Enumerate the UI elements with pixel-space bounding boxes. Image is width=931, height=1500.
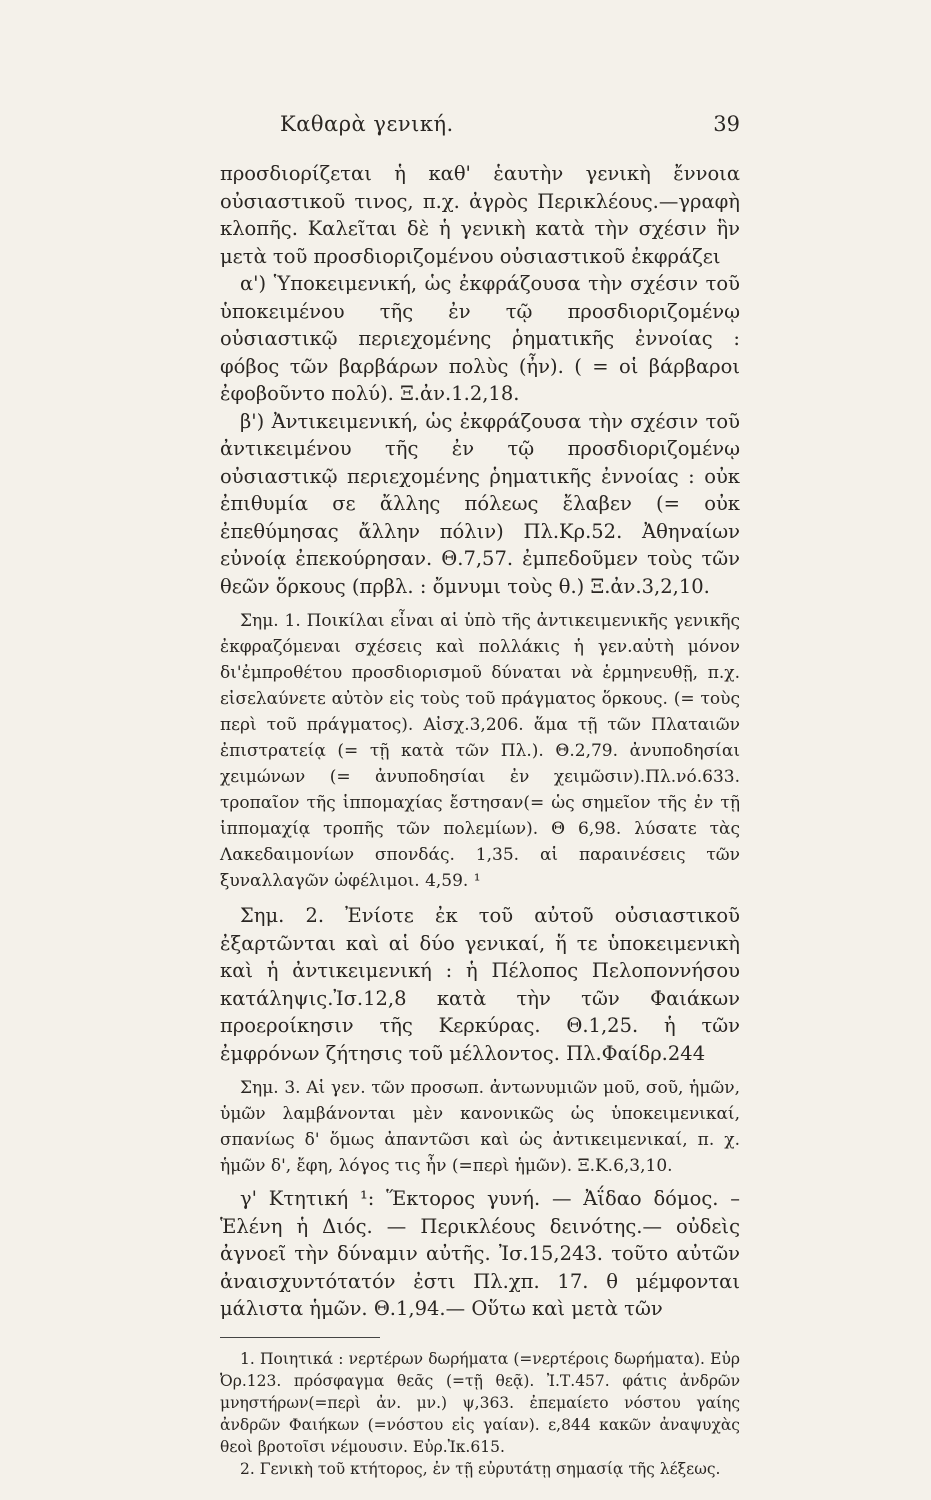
main-text [220, 160, 740, 1323]
note-2: Σημ. 2. Ἐνίοτε ἐκ τοῦ αὐτοῦ οὐσιαστικοῦ ἐξαρτῶνται καὶ αἱ δύο γενικαί, ἥ τε ὑποκειμενικὴ καὶ ἡ ἀντικειμενική : ἡ Πέλοπος Πελοποννήσου κατάληψις.Ἰσ.12,8 κατὰ τὴν τῶν Φαιάκων προεροίκησιν τῆς Κερκύρας. Θ.1,25. ἡ τῶν ἐμφρόνων ζήτησις τοῦ μέλλοντος. Πλ.Φαίδρ.244 [220, 904, 740, 1065]
paragraph: γ' Κτητική ¹: Ἕκτορος γυνή. — Ἀΐδαο δόμος. – Ἑλένη ἡ Διός. — Περικλέους δεινότης.— οὐδεὶς ἀγνοεῖ τὴν δύναμιν αὐτῆς. Ἰσ.15,243. τοῦτο αὐτῶν ἀναισχυντότατόν ἐστι Πλ.χπ. 17. θ μέμφονται μάλιστα ἡμῶν. Θ.1,94.— Οὕτω καὶ μετὰ τῶν [220, 1187, 740, 1320]
footnote: 1. Ποιητικά : νερτέρων δωρήματα (=νερτέροις δωρήματα). Εὐρ Ὀρ.123. πρόσφαγμα θεᾶς (=τῇ θεᾷ). Ἰ.Τ.457. φάτις ἀνδρῶν μνηστήρων(=περὶ ἀν. μν.) ψ,363. ἐπεμαίετο νόστου γαίης ἀνδρῶν Φαιήκων (=νόστου εἰς γαίαν). ε,844 κακῶν ἀναψυχὰς θεοὶ βροτοῖσι νέμουσιν. Εὐρ.Ἰκ.615. [220, 1350, 740, 1456]
note-3: Σημ. 3. Αἱ γεν. τῶν προσωπ. ἀντωνυμιῶν μοῦ, σοῦ, ἡμῶν, ὑμῶν λαμβάνονται μὲν κανονικῶς ὡς ὑποκειμενικαί, σπανίως δ' ὅμως ἀπαντῶσι καὶ ὡς ἀντικειμενικαί, π. χ. ἡμῶν δ', ἔφη, λόγος τις ἦν (=περὶ ἡμῶν). Ξ.Κ.6,3,10. [220, 1078, 740, 1176]
footnote: 2. Γενικὴ τοῦ κτήτορος, ἐν τῇ εὐρυτάτῃ σημασίᾳ τῆς λέξεως. [240, 1460, 721, 1478]
footnotes [220, 1337, 740, 1480]
paragraph: προσδιορίζεται ἡ καθ' ἑαυτὴν γενικὴ ἔννοια οὐσιαστικοῦ τινος, π.χ. ἀγρὸς Περικλέους.—γραφὴ κλοπῆς. Καλεῖται δὲ ἡ γενικὴ κατὰ τὴν σχέσιν ἣν μετὰ τοῦ προσδιοριζομένου οὐσιαστικοῦ ἐκφράζει [220, 162, 740, 268]
paragraph: α') Ὑποκειμενική, ὡς ἐκφράζουσα τὴν σχέσιν τοῦ ὑποκειμένου τῆς ἐν τῷ προσδιοριζομένῳ οὐσιαστικῷ περιεχομένης ῥηματικῆς ἐννοίας : φόβος τῶν βαρβάρων πολὺς (ἦν). ( = οἱ βάρβαροι ἐφοβοῦντο πολύ). Ξ.ἀν.1.2,18. [220, 272, 740, 405]
page-number: 39 [713, 112, 740, 136]
page-header [220, 112, 740, 142]
running-title: Καθαρὰ γενική. [280, 112, 454, 136]
footnote-rule [220, 1337, 380, 1338]
paragraph: β') Ἀντικειμενική, ὡς ἐκφράζουσα τὴν σχέσιν τοῦ ἀντικειμένου τῆς ἐν τῷ προσδιοριζομένῳ οὐσιαστικῷ περιεχομένης ῥηματικῆς ἐννοίας : οὐκ ἐπιθυμία σε ἄλλης πόλεως ἔλαβεν (= οὐκ ἐπεθύμησας ἄλλην πόλιν) Πλ.Κρ.52. Ἀθηναίων εὐνοίᾳ ἐπεκούρησαν. Θ.7,57. ἐμπεδοῦμεν τοὺς τῶν θεῶν ὅρκους (πρβλ. : ὄμνυμι τοὺς θ.) Ξ.ἀν.3,2,10. [220, 409, 740, 598]
note-1: Σημ. 1. Ποικίλαι εἶναι αἱ ὑπὸ τῆς ἀντικειμενικῆς γενικῆς ἐκφραζόμεναι σχέσεις καὶ πολλάκις ἡ γεν.αὐτὴ μόνον δι'ἐμπροθέτου προσδιορισμοῦ δύναται νὰ ἑρμηνευθῇ, π.χ. εἰσελαύνετε αὐτὸν εἰς τοὺς τοῦ πράγματος ὅρκους. (= τοὺς περὶ τοῦ πράγματος). Αἰσχ.3,206. ἅμα τῇ τῶν Πλαταιῶν ἐπιστρατείᾳ (= τῇ κατὰ τῶν Πλ.). Θ.2,79. ἀνυποδησίαι χειμώνων (= ἀνυποδησίαι ἐν χειμῶσιν).Πλ.νό.633. τροπαῖον τῆς ἱππομαχίας ἔστησαν(= ὡς σημεῖον τῆς ἐν τῇ ἱππομαχίᾳ τροπῆς τῶν πολεμίων). Θ 6,98. λύσατε τὰς Λακεδαιμονίων σπονδάς. 1,35. αἱ παραινέσεις τῶν ξυναλλαγῶν ὠφέλιμοι. 4,59. ¹ [220, 611, 740, 891]
